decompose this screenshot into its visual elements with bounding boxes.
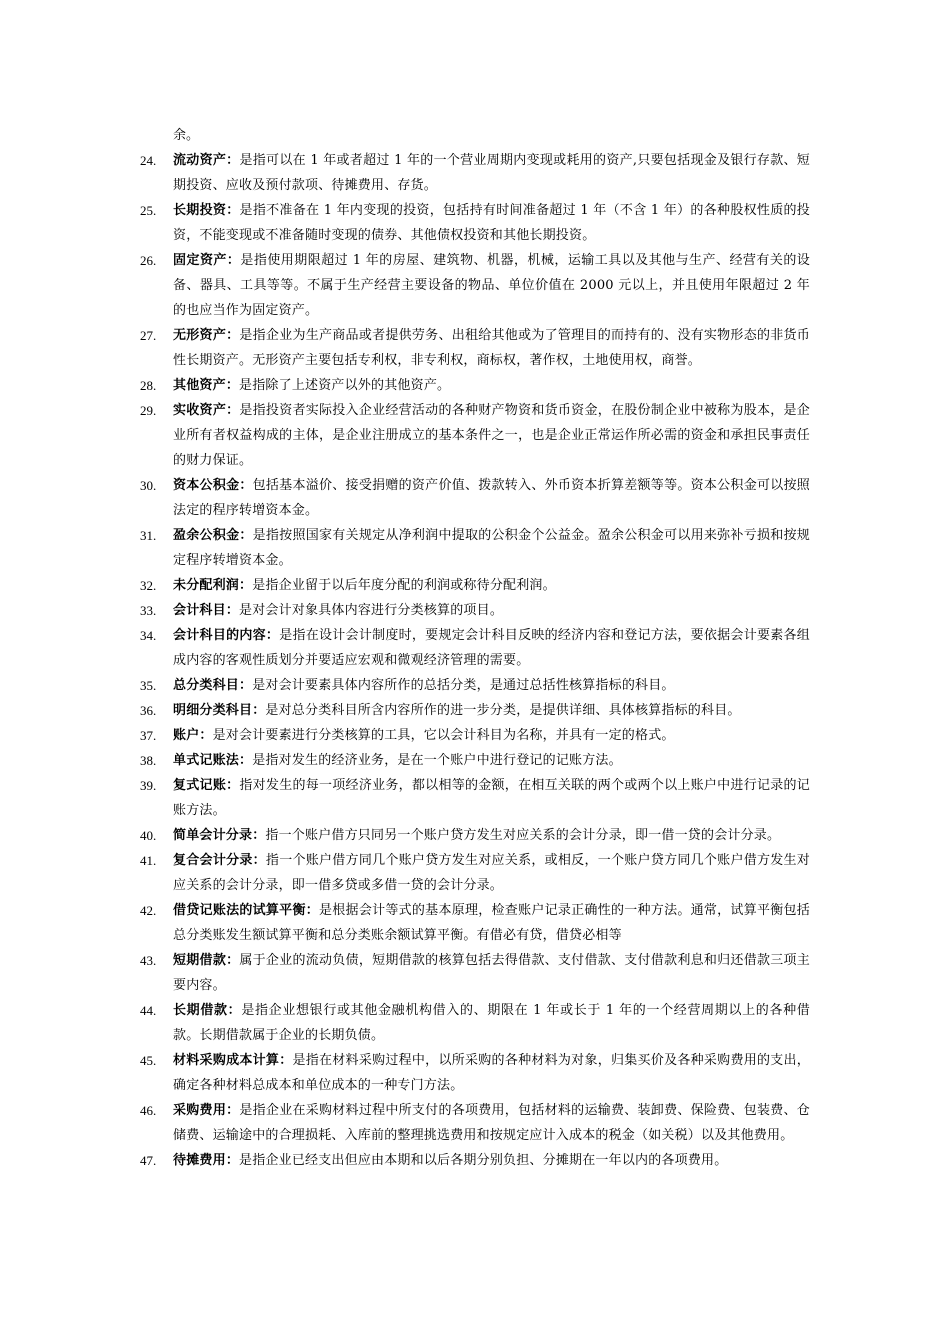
item-body [173,198,810,248]
item-number: 25. [140,203,157,218]
glossary-item [140,623,810,673]
item-body [173,698,810,723]
glossary-item [140,248,810,323]
item-separator: ： [226,1103,240,1118]
item-separator: ： [226,203,240,218]
item-number: 30. [140,478,157,493]
item-number: 47. [140,1153,157,1168]
glossary-item [140,1048,810,1098]
glossary-item [140,823,810,848]
item-term: 未分配利润 [173,578,240,593]
item-separator: ： [239,578,253,593]
item-definition: 是对会计对象具体内容进行分类核算的项目。 [239,603,504,618]
item-term: 采购费用 [173,1103,227,1118]
item-body [173,898,810,948]
item-definition: 是指投资者实际投入企业经营活动的各种财产物资和货币资金，在股份制企业中被称为股本，是企业所有者权益构成的主体，是企业注册成立的基本条件之一，也是企业正常运作所必需的资金和承担民事责任的财力保证。 [173,403,810,468]
glossary-item [140,898,810,948]
item-body [173,673,810,698]
item-term: 短期借款 [173,953,227,968]
item-number: 24. [140,153,157,168]
item-term: 明细分类科目 [173,703,253,718]
item-term: 无形资产 [173,328,227,343]
item-number: 27. [140,328,157,343]
item-body [173,573,810,598]
item-separator: ： [226,153,240,168]
item-separator: ： [252,703,266,718]
item-term: 流动资产 [173,153,227,168]
item-term: 材料采购成本计算 [173,1053,280,1068]
item-body [173,473,810,523]
item-body [173,998,810,1048]
glossary-item [140,373,810,398]
item-definition: 包括基本溢价、接受捐赠的资产价值、拨款转入、外币资本折算差额等等。资本公积金可以按照法定的程序转增资本金。 [173,478,810,518]
item-separator: ： [239,678,253,693]
item-number: 44. [140,1003,157,1018]
item-definition: 指一个账户借方只同另一个账户贷方发生对应关系的会计分录，即一借一贷的会计分录。 [265,828,781,843]
item-term: 简单会计分录 [173,828,253,843]
item-term: 会计科目 [173,603,226,618]
item-separator: ： [225,1153,240,1168]
item-body [173,1048,810,1098]
glossary-item [140,398,810,473]
item-number: 40. [140,828,157,843]
glossary-item [140,523,810,573]
item-body [173,723,810,748]
item-body [173,623,810,673]
item-definition: 是指使用期限超过 1 年的房屋、建筑物、机器，机械，运输工具以及其他与生产、经营有关的设备、器具、工具等等。不属于生产经营主要设备的物品、单位价值在 2000 元以上，并且使用年限超过 2 年的也应当作为固定资产。 [173,253,811,318]
item-definition: 是指在材料采购过程中，以所采购的各种材料为对象，归集买价及各种采购费用的支出，确定各种材料总成本和单位成本的一种专门方法。 [173,1053,810,1093]
item-separator: ： [239,528,253,543]
item-term: 资本公积金 [173,478,240,493]
glossary-item [140,723,810,748]
item-body [173,1098,810,1148]
item-body [173,748,810,773]
item-body [173,848,810,898]
item-definition: 指对发生的每一项经济业务，都以相等的金额，在相互关联的两个或两个以上账户中进行记录的记账方法。 [173,778,810,818]
item-number: 43. [140,953,157,968]
item-separator: ： [226,403,240,418]
item-body [173,148,810,198]
item-body [173,373,810,398]
item-definition: 是对总分类科目所含内容所作的进一步分类，是提供详细、具体核算指标的科目。 [265,703,741,718]
item-term: 账户 [173,728,200,743]
item-number: 37. [140,728,157,743]
item-term: 盈余公积金 [173,528,240,543]
item-definition: 是指企业已经支出但应由本期和以后各期分别负担、分摊期在一年以内的各项费用。 [239,1153,728,1168]
item-term: 总分类科目 [173,678,240,693]
item-definition: 是指对发生的经济业务，是在一个账户中进行登记的记账方法。 [252,753,622,768]
item-term: 长期投资 [173,203,227,218]
item-definition: 是对会计要素进行分类核算的工具，它以会计科目为名称，并具有一定的格式。 [212,728,675,743]
item-separator: ： [227,1003,242,1018]
item-definition: 指一个账户借方同几个账户贷方发生对应关系，或相反，一个账户贷方同几个账户借方发生对应关系的会计分录，即一借多贷或多借一贷的会计分录。 [173,853,811,893]
continuation-text: 余。 [173,128,200,143]
item-number: 42. [140,903,157,918]
item-body [173,323,810,373]
glossary-item [140,948,810,998]
glossary-item [140,473,810,523]
item-body [173,823,810,848]
glossary-item [140,148,810,198]
item-definition: 是指企业在采购材料过程中所支付的各项费用，包括材料的运输费、装卸费、保险费、包装费、仓储费、运输途中的合理损耗、入库前的整理挑选费用和按规定应计入成本的税金（如关税）以及其他费用。 [173,1103,810,1143]
item-term: 会计科目的内容 [173,628,266,643]
glossary-item [140,848,810,898]
item-number: 28. [140,378,157,393]
item-number: 35. [140,678,157,693]
item-term: 单式记账法 [173,753,240,768]
item-definition: 是指在设计会计制度时，要规定会计科目反映的经济内容和登记方法，要依据会计要素各组成内容的客观性质划分并要适应宏观和微观经济管理的需要。 [173,628,810,668]
item-body [173,248,810,323]
item-number: 31. [140,528,157,543]
item-separator: ： [226,953,240,968]
glossary-item [140,773,810,823]
item-separator: ： [305,903,319,918]
item-separator: ： [279,1053,293,1068]
glossary-item [140,198,810,248]
item-separator: ： [225,603,240,618]
item-separator: ： [199,728,213,743]
item-body [173,948,810,998]
item-number: 29. [140,403,157,418]
item-separator: ： [225,378,240,393]
item-number: 34. [140,628,157,643]
item-number: 41. [140,853,157,868]
item-definition: 是对会计要素具体内容所作的总括分类，是通过总括性核算指标的科目。 [252,678,675,693]
item-definition: 是指不准备在 1 年内变现的投资，包括持有时间准备超过 1 年（不含 1 年）的各种股权性质的投资，不能变现或不准备随时变现的债券、其他债权投资和其他长期投资。 [173,203,811,243]
item-separator: ： [226,253,241,268]
item-number: 33. [140,603,157,618]
item-separator: ： [252,853,266,868]
item-separator: ： [239,753,253,768]
item-definition: 是指企业想银行或其他金融机构借入的、期限在 1 年或长于 1 年的一个经营周期以上的各种借款。长期借款属于企业的长期负债。 [173,1003,810,1043]
glossary-item [140,673,810,698]
item-term: 其他资产 [173,378,226,393]
item-term: 复合会计分录 [173,853,253,868]
glossary-list [140,148,810,1173]
item-term: 实收资产 [173,403,227,418]
item-definition: 属于企业的流动负债，短期借款的核算包括去得借款、支付借款、支付借款利息和归还借款三项主要内容。 [173,953,810,993]
item-term: 长期借款 [173,1003,228,1018]
glossary-item [140,323,810,373]
glossary-content [140,123,810,1173]
item-definition: 是指可以在 1 年或者超过 1 年的一个营业周期内变现或耗用的资产,只要包括现金及银行存款、短期投资、应收及预付款项、待摊费用、存货。 [173,153,811,193]
item-separator: ： [239,478,253,493]
item-body [173,523,810,573]
glossary-item [140,1148,810,1173]
item-definition: 是指按照国家有关规定从净利润中提取的公积金个公益金。盈余公积金可以用来弥补亏损和按规定程序转增资本金。 [173,528,810,568]
glossary-item [140,698,810,723]
item-number: 26. [140,253,157,268]
item-number: 32. [140,578,157,593]
item-definition: 是根据会计等式的基本原理，检查账户记录正确性的一种方法。通常，试算平衡包括总分类账发生额试算平衡和总分类账余额试算平衡。有借必有贷，借贷必相等 [173,903,810,943]
item-term: 待摊费用 [173,1153,226,1168]
item-separator: ： [226,778,240,793]
item-separator: ： [252,828,266,843]
item-body [173,598,810,623]
item-number: 36. [140,703,157,718]
item-separator: ： [265,628,280,643]
glossary-item [140,748,810,773]
item-number: 46. [140,1103,157,1118]
item-number: 39. [140,778,157,793]
item-number: 38. [140,753,157,768]
item-number: 45. [140,1053,157,1068]
item-term: 固定资产 [173,253,227,268]
glossary-item [140,598,810,623]
glossary-item [140,573,810,598]
glossary-item [140,998,810,1048]
item-body [173,398,810,473]
item-separator: ： [226,328,240,343]
glossary-item [140,1098,810,1148]
item-body [173,1148,810,1173]
item-definition: 是指企业留于以后年度分配的利润或称待分配利润。 [252,578,556,593]
item-body [173,773,810,823]
item-term: 借贷记账法的试算平衡 [173,903,306,918]
item-definition: 是指除了上述资产以外的其他资产。 [239,378,451,393]
item-term: 复式记账 [173,778,227,793]
item-definition: 是指企业为生产商品或者提供劳务、出租给其他或为了管理目的而持有的、没有实物形态的非货币性长期资产。无形资产主要包括专利权，非专利权，商标权，著作权，土地使用权，商誉。 [173,328,810,368]
